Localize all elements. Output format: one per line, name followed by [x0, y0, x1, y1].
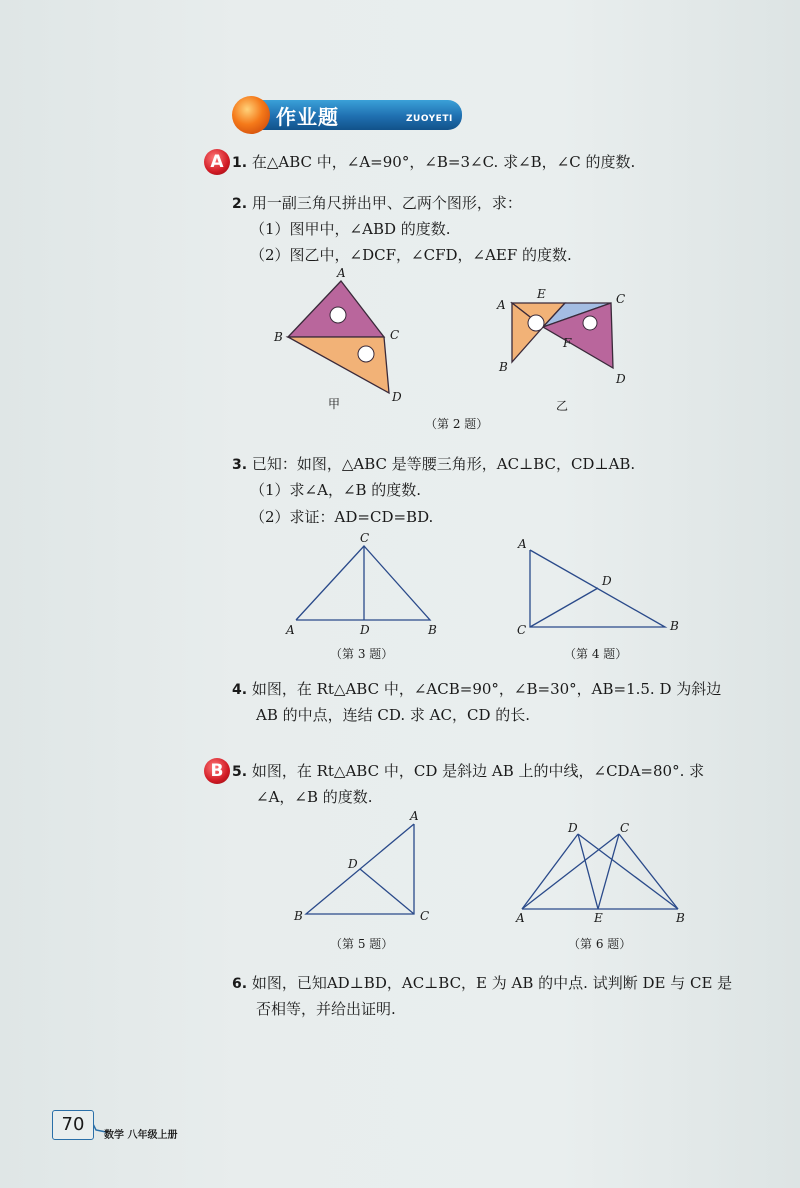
label-a: A	[518, 537, 527, 551]
problem-2-sub-2: （2）图乙中，∠DCF，∠CFD，∠AEF 的度数.	[250, 246, 572, 264]
problem-3-sub-1: （1）求∠A，∠B 的度数.	[250, 481, 422, 499]
problem-6-line-1: 如图，已知AD⊥BD，AC⊥BC，E 为 AB 的中点. 试判断 DE 与 CE 是	[251, 974, 733, 992]
figure-2-left	[273, 266, 402, 411]
section-title: 作业题	[276, 105, 339, 129]
figure-name-yi: 乙	[556, 399, 569, 413]
figure-6	[515, 821, 685, 951]
label-c: C	[420, 909, 430, 923]
figure-5-caption: （第 5 题）	[330, 937, 394, 951]
problem-3-text: 已知：如图，△ABC 是等腰三角形，AC⊥BC，CD⊥AB.	[251, 455, 636, 473]
label-c: C	[360, 531, 370, 545]
problem-1-number: 1.	[232, 155, 248, 171]
segment-ac	[522, 834, 619, 909]
figures-3-4	[280, 530, 700, 665]
problem-2-sub-1: （1）图甲中，∠ABD 的度数.	[250, 220, 451, 238]
figure-2-caption: （第 2 题）	[425, 417, 489, 431]
figure-3-caption: （第 3 题）	[330, 647, 394, 661]
problem-6-number: 6.	[232, 976, 248, 992]
triangle-hole	[358, 346, 374, 362]
label-d: D	[616, 372, 626, 386]
label-b: B	[670, 619, 679, 633]
problem-5-number: 5.	[232, 764, 248, 780]
figure-6-caption: （第 6 题）	[568, 937, 632, 951]
problem-4-line-2: AB 的中点，连结 CD. 求 AC，CD 的长.	[256, 706, 531, 724]
median-cd	[530, 588, 598, 627]
figure-4	[517, 537, 679, 661]
label-a: A	[337, 266, 346, 280]
label-b: B	[274, 330, 283, 344]
label-c: C	[616, 292, 626, 306]
problem-1	[232, 151, 635, 174]
problem-5-line-1: 如图，在 Rt△ABC 中，CD 是斜边 AB 上的中线，∠CDA=80°. 求	[251, 762, 705, 780]
page-number: 70	[52, 1110, 94, 1140]
label-c: C	[517, 623, 527, 637]
label-a: A	[497, 298, 506, 312]
problem-6-line-2: 否相等，并给出证明.	[256, 1000, 396, 1018]
label-b: B	[499, 360, 508, 374]
triangle-hole	[528, 315, 544, 331]
figure-5	[293, 809, 429, 951]
triangle-hole	[330, 307, 346, 323]
label-d: D	[348, 857, 358, 871]
problem-3-number: 3.	[232, 457, 248, 473]
label-d: D	[602, 574, 612, 588]
label-d: D	[360, 623, 370, 637]
label-c: C	[390, 328, 400, 342]
banner-ball-icon	[232, 96, 270, 134]
label-a: A	[286, 623, 295, 637]
problem-6	[232, 972, 732, 995]
label-d: D	[568, 821, 578, 835]
section-subtitle: ZUOYETI	[406, 114, 453, 124]
label-c: C	[620, 821, 630, 835]
median-cd	[360, 869, 414, 914]
label-d: D	[392, 390, 402, 404]
problem-2-number: 2.	[232, 196, 248, 212]
level-a-badge: A	[204, 149, 230, 175]
label-e: E	[537, 287, 546, 301]
problem-4-number: 4.	[232, 682, 248, 698]
problem-1-text: 在△ABC 中，∠A=90°，∠B=3∠C. 求∠B，∠C 的度数.	[251, 153, 636, 171]
figures-5-6	[280, 808, 700, 958]
level-b-badge: B	[204, 758, 230, 784]
label-f: F	[563, 336, 572, 350]
label-a: A	[410, 809, 419, 823]
problem-3	[232, 453, 635, 476]
triangle-bcd	[288, 337, 389, 393]
figure-3	[285, 531, 437, 661]
problem-4-line-1: 如图，在 Rt△ABC 中，∠ACB=90°，∠B=30°，AB=1.5. D 为斜边	[251, 680, 722, 698]
problem-5-line-2: ∠A，∠B 的度数.	[256, 788, 373, 806]
figure-name-jia: 甲	[328, 397, 341, 411]
label-a: A	[516, 911, 525, 925]
problem-2-text: 用一副三角尺拼出甲、乙两个图形，求：	[251, 194, 522, 212]
figure-2	[270, 265, 660, 440]
segment-ce	[598, 834, 619, 909]
figure-4-caption: （第 4 题）	[564, 647, 628, 661]
problem-4	[232, 678, 721, 701]
problem-2	[232, 192, 522, 215]
label-b: B	[294, 909, 303, 923]
label-b: B	[676, 911, 685, 925]
triangle-hole	[583, 316, 597, 330]
problem-3-sub-2: （2）求证：AD=CD=BD.	[250, 508, 434, 526]
triangle-abc	[296, 546, 430, 620]
figure-2-right	[496, 287, 626, 413]
label-e: E	[594, 911, 603, 925]
problem-5	[232, 760, 704, 783]
segment-de	[578, 834, 598, 909]
book-title: 数学 八年级上册	[104, 1130, 178, 1141]
label-b: B	[428, 623, 437, 637]
